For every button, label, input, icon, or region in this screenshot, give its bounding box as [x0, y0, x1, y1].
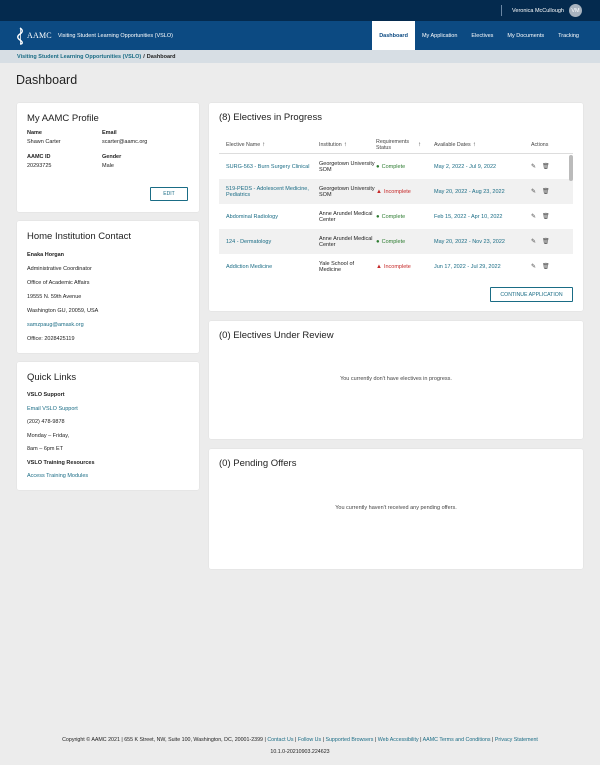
edit-pencil-icon[interactable]: ✎: [531, 189, 537, 195]
check-circle-icon: ●: [376, 213, 380, 220]
institution-cell: Georgetown University SOM: [319, 160, 375, 173]
edit-pencil-icon[interactable]: ✎: [531, 239, 537, 245]
table-header: [219, 137, 573, 154]
email-value: scarter@aamc.org: [102, 139, 148, 145]
status-text: Incomplete: [383, 263, 411, 270]
footer-browsers-link[interactable]: Supported Browsers: [325, 737, 374, 743]
col-dates-label: Available Dates: [434, 142, 471, 148]
review-title: (0) Electives Under Review: [219, 330, 334, 341]
footer-privacy-link[interactable]: Privacy Statement: [494, 737, 538, 743]
aamc-logo[interactable]: [16, 27, 58, 45]
profile-id: [27, 154, 102, 169]
col-status-label: Requirements Status: [376, 138, 409, 151]
name-value: Shawn Carter: [27, 139, 61, 145]
col-elective-name-label: Elective Name: [226, 142, 261, 148]
footer-follow-link[interactable]: Follow Us: [297, 737, 322, 743]
user-name[interactable]: Veronica McCullough: [512, 7, 564, 14]
main-navigation: [0, 21, 600, 50]
avatar[interactable]: VM: [569, 4, 582, 17]
site-brand: Visiting Student Learning Opportunities (VSLO): [57, 32, 173, 39]
electives-table-body: [219, 154, 573, 279]
trash-icon[interactable]: 🗑: [542, 214, 550, 220]
support-phone: (202) 478-9878: [27, 419, 65, 425]
logo-text: AAMC: [27, 31, 52, 40]
institution-cell: Georgetown University SOM: [319, 185, 375, 198]
status-cell: [376, 239, 434, 245]
footer-accessibility-link[interactable]: Web Accessibility: [377, 737, 419, 743]
edit-profile-button[interactable]: EDIT: [150, 187, 188, 201]
sort-arrow-icon: ↑: [262, 142, 266, 148]
aamc-id-label: AAMC ID: [27, 154, 51, 160]
contact-street: 19555 N. 59th Avenue: [27, 294, 82, 300]
footer-line: Copyright © AAMC 2021 | 655 K Street, NW, Suite 100, Washington, DC, 20001-2399 | Contact Us | Follow Us | Supported Browsers | Web Accessibility | AAMC Terms and Conditions | Privacy Statement: [62, 737, 538, 743]
profile-card: [17, 103, 199, 212]
row-actions: [531, 163, 561, 170]
col-available-dates[interactable]: [434, 142, 531, 148]
contact-name: Enaka Horgan: [27, 252, 64, 258]
elective-name-link[interactable]: 519-PEDS - Adolescent Medicine, Pediatrics: [226, 185, 309, 198]
sort-arrow-icon: ↑: [418, 142, 421, 148]
footer: [0, 737, 600, 755]
nav-links: [372, 21, 586, 50]
divider: [501, 5, 502, 16]
gender-label: Gender: [102, 154, 122, 160]
table-row: [219, 229, 573, 254]
institution-cell: Yale School of Medicine: [319, 260, 355, 273]
edit-pencil-icon[interactable]: ✎: [531, 164, 537, 170]
support-days: Monday – Friday,: [27, 432, 70, 439]
trash-icon[interactable]: 🗑: [542, 164, 550, 170]
col-institution-label: Institution: [319, 142, 342, 148]
row-actions: [531, 188, 561, 195]
edit-pencil-icon[interactable]: ✎: [531, 264, 537, 270]
home-title: Home Institution Contact: [27, 231, 132, 242]
dates-cell: Feb 15, 2022 - Apr 10, 2022: [434, 213, 503, 220]
check-circle-icon: ●: [376, 238, 380, 245]
col-actions-label: Actions: [531, 142, 549, 148]
contact-email-link[interactable]: samzpaug@amask.org: [27, 322, 84, 328]
nav-electives[interactable]: Electives: [471, 32, 494, 39]
breadcrumb-parent[interactable]: Visiting Student Learning Opportunities (VSLO): [17, 53, 142, 60]
sort-arrow-icon: ↑: [472, 142, 476, 148]
trash-icon[interactable]: 🗑: [542, 264, 550, 270]
continue-application-button[interactable]: CONTINUE APPLICATION: [490, 287, 573, 302]
status-text: Complete: [381, 238, 406, 245]
dates-cell: May 2, 2022 - Jul 9, 2022: [434, 163, 497, 170]
footer-copyright: Copyright © AAMC 2021 | 655 K Street, NW, Suite 100, Washington, DC, 20001-2399 |: [62, 737, 266, 743]
quick-links-card: [17, 362, 199, 490]
home-institution-card: [17, 221, 199, 353]
profile-gender: [102, 154, 182, 169]
review-empty-message: You currently don't have electives in progress.: [340, 376, 452, 382]
breadcrumb-current: Dashboard: [146, 53, 176, 60]
elective-name-link[interactable]: Abdominal Radiology: [226, 213, 278, 220]
contact-phone: Office: 2028425119: [27, 336, 75, 342]
warning-triangle-icon: ▲: [376, 263, 382, 270]
nav-my-documents[interactable]: My Documents: [507, 32, 545, 39]
footer-contact-link[interactable]: Contact Us: [267, 737, 294, 743]
gender-value: Male: [102, 163, 114, 169]
check-circle-icon: ●: [376, 163, 380, 170]
table-row: [219, 204, 573, 229]
status-text: Complete: [381, 163, 406, 170]
elective-name-link[interactable]: Addiction Medicine: [226, 263, 273, 270]
breadcrumb-separator: /: [143, 53, 145, 60]
aamc-logo-icon: [16, 27, 25, 45]
institution-cell: Anne Arundel Medical Center: [319, 235, 373, 248]
profile-title: My AAMC Profile: [27, 113, 99, 124]
trash-icon[interactable]: 🗑: [542, 239, 550, 245]
scrollbar-thumb[interactable]: [569, 155, 573, 181]
status-text: Incomplete: [383, 188, 411, 195]
status-cell: [376, 164, 434, 170]
support-hours: 8am – 6pm ET: [27, 446, 64, 452]
contact-office: Office of Academic Affairs: [27, 280, 90, 286]
support-heading: VSLO Support: [27, 392, 65, 398]
row-actions: [531, 213, 561, 220]
electives-title: (8) Electives in Progress: [219, 112, 322, 123]
col-actions: [531, 142, 561, 148]
status-cell: [376, 214, 434, 220]
dates-cell: Jun 17, 2022 - Jul 29, 2022: [434, 263, 501, 270]
status-text: Complete: [381, 213, 406, 220]
nav-my-application[interactable]: My Application: [421, 32, 458, 39]
row-actions: [531, 238, 561, 245]
nav-tracking[interactable]: Tracking: [558, 32, 579, 39]
dates-cell: May 20, 2022 - Aug 23, 2022: [434, 188, 505, 195]
electives-under-review-card: [209, 321, 583, 439]
table-row: [219, 179, 573, 204]
offers-empty-message: You currently haven't received any pending offers.: [335, 505, 457, 511]
offers-title: (0) Pending Offers: [219, 458, 297, 469]
quick-links-title: Quick Links: [27, 372, 77, 383]
warning-triangle-icon: ▲: [376, 188, 382, 195]
email-support-link[interactable]: Email VSLO Support: [27, 405, 78, 412]
footer-version: 10.1.0-20210903.224623: [270, 749, 330, 755]
status-cell: [376, 264, 434, 270]
table-row: [219, 254, 573, 279]
edit-pencil-icon[interactable]: ✎: [531, 214, 537, 220]
email-label: Email: [102, 130, 117, 136]
electives-in-progress-card: [209, 103, 583, 311]
training-heading: VSLO Training Resources: [27, 459, 95, 466]
trash-icon[interactable]: 🗑: [542, 189, 550, 195]
col-elective-name[interactable]: [219, 142, 319, 148]
table-row: [219, 154, 573, 179]
dates-cell: May 20, 2022 - Nov 23, 2022: [434, 238, 505, 245]
contact-role: Administrative Coordinator: [27, 266, 92, 272]
sort-arrow-icon: ↑: [343, 142, 347, 148]
contact-city: Washington GU, 20059, USA: [27, 308, 99, 314]
top-utility-bar: [0, 0, 600, 21]
elective-name-link[interactable]: SURG-563 - Burn Surgery Clinical: [226, 163, 310, 170]
col-requirements-status[interactable]: [376, 139, 434, 152]
status-cell: [376, 189, 434, 195]
nav-dashboard[interactable]: Dashboard: [372, 21, 415, 50]
footer-terms-link[interactable]: AAMC Terms and Conditions: [422, 737, 491, 743]
elective-name-link[interactable]: 124 - Dermatology: [226, 238, 272, 245]
table-scrollbar[interactable]: [569, 153, 573, 213]
row-actions: [531, 263, 561, 270]
institution-cell: Anne Arundel Medical Center: [319, 210, 373, 223]
pending-offers-card: [209, 449, 583, 569]
col-institution[interactable]: [319, 142, 376, 148]
aamc-id-value: 20293725: [27, 163, 52, 169]
breadcrumb: [0, 50, 600, 63]
page-title: Dashboard: [16, 73, 78, 87]
profile-name: [27, 130, 102, 145]
profile-email: [102, 130, 182, 145]
name-label: Name: [27, 130, 42, 136]
training-link[interactable]: Access Training Modules: [27, 473, 89, 479]
